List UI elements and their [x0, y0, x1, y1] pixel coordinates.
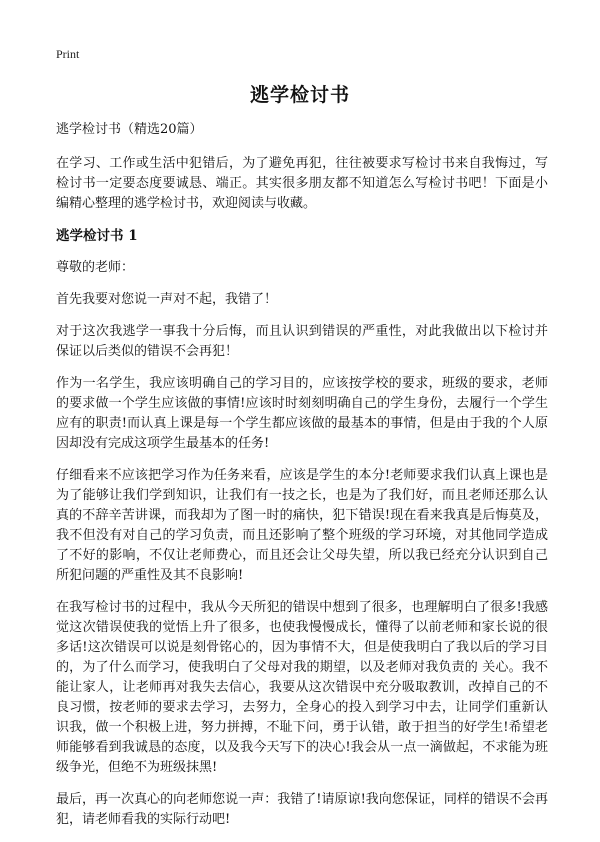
section-heading: 逃学检讨书 1 [56, 228, 138, 244]
body-paragraph: 作为一名学生，我应该明确自己的学习目的，应该按学校的要求，班级的要求，老师的要求做一个学生应该做的事情!应该时时刻刻明确自己的学生身份，去履行一个学生应有的职责!而认真上课是每一个学生都应该做的最基本的事情，但是由于我的个人原因却没有完成这项学生最基本的任务! [56, 376, 548, 451]
document-subtitle: 逃学检讨书（精选20篇） [56, 122, 203, 137]
salutation: 尊敬的老师： [56, 260, 135, 275]
intro-paragraph: 在学习、工作或生活中犯错后，为了避免再犯，往往被要求写检讨书来自我悔过，写检讨书一定要态度要诚恳、端正。其实很多朋友都不知道怎么写检讨书吧！下面是小编精心整理的逃学检讨书，欢迎阅读与收藏。 [56, 156, 548, 211]
document-body [56, 120, 548, 842]
body-paragraph: 在我写检讨书的过程中，我从今天所犯的错误中想到了很多，也理解明白了很多!我感觉这次错误使我的觉悟上升了很多，也使我慢慢成长，懂得了以前老师和家长说的很多话!这次错误可以说是刻骨铭心的，因为事情不大，但是使我明白了我以后的学习目的，为了什么而学习，使我明白了父母对我的期望，以及老师对我负责的 关心。我不能让家人，让老师再对我失去信心，我要从这次错误中充分吸取教训，改掉自己的不良习惯，按老师的要求去学习，去努力，全身心的投入到学习中去，让同学们重新认识我，做一个积极上进，努力拼搏，不耻下问，勇于认错，敢于担当的好学生!希望老师能够看到我诚恳的态度，以及我今天写下的决心!我会从一点一滴做起，不求能为班级争光，但绝不为班级抹黑! [56, 600, 548, 775]
body-paragraph: 对于这次我逃学一事我十分后悔，而且认识到错误的严重性，对此我做出以下检讨并保证以后类似的错误不会再犯！ [56, 324, 548, 359]
document-title: 逃学检讨书 [249, 84, 350, 106]
print-link[interactable]: Print [56, 47, 80, 61]
body-paragraph: 首先我要对您说一声对不起，我错了！ [56, 292, 278, 307]
closing-paragraph: 最后，再一次真心的向老师您说一声：我错了!请原谅!我向您保证，同样的错误不会再犯，请老师看我的实际行动吧! [56, 792, 548, 827]
body-paragraph: 仔细看来不应该把学习作为任务来看，应该是学生的本分!老师要求我们认真上课也是为了能够让我们学到知识，让我们有一技之长，也是为了我们好，而且老师还那么认真的不辞辛苦讲课，而我却为了图一时的痛快，犯下错误!现在看来我真是后悔莫及，我不但没有对自己的学习负责，而且还影响了整个班级的学习环境，对其他同学造成了不好的影响，不仅让老师费心，而且还会让父母失望，所以我已经充分认识到自己所犯问题的严重性及其不良影响! [56, 468, 548, 583]
